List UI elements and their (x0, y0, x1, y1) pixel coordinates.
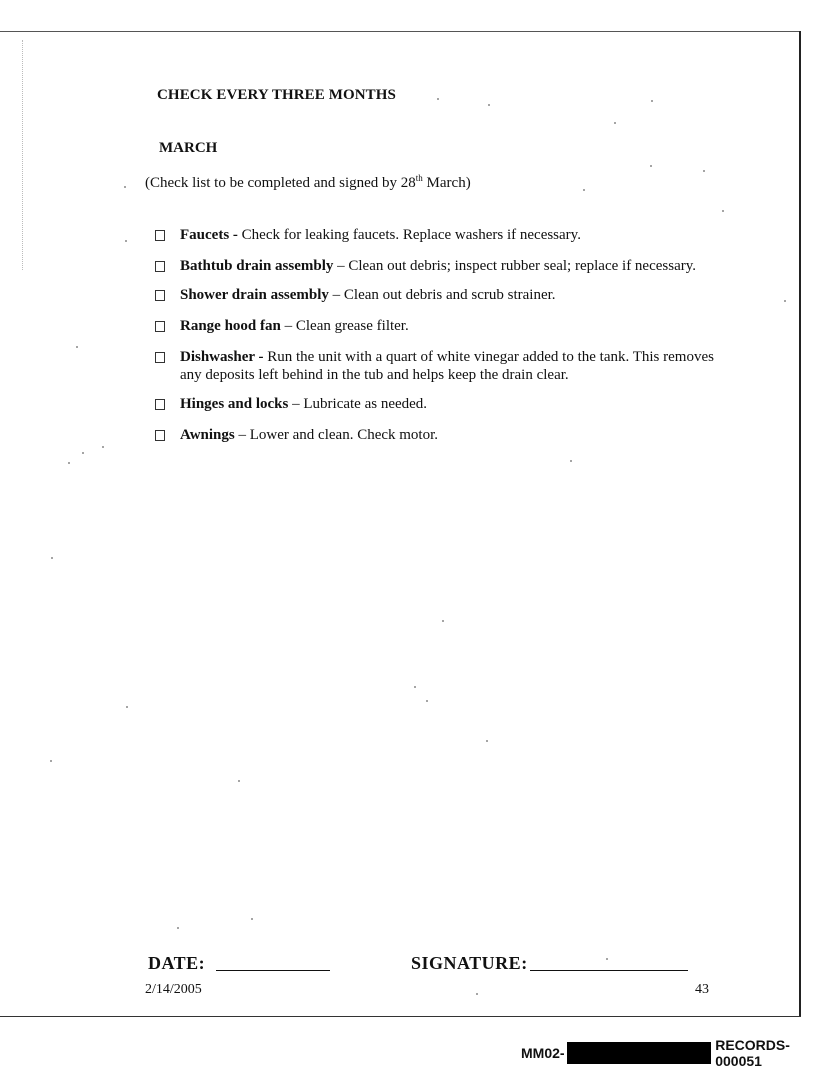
checklist-item-text (180, 226, 581, 244)
checklist-item-shower-drain (155, 286, 715, 304)
scan-speck (102, 446, 104, 448)
checklist-item-faucets (155, 226, 715, 244)
page-bottom-border (0, 1016, 801, 1017)
checklist-item-dishwasher (155, 348, 715, 384)
checkbox-icon[interactable] (155, 261, 165, 272)
scan-speck (51, 557, 53, 559)
item-description: – Clean out debris and scrub strainer. (328, 287, 556, 303)
checkbox-icon[interactable] (155, 399, 165, 410)
item-description: Run the unit with a quart of white vinegar added to the tank. This removes any deposits left behind in the tub and helps keep the drain clear. (180, 349, 714, 383)
scan-speck (177, 927, 179, 929)
checklist-item-range-hood (155, 317, 715, 335)
maintenance-checklist (155, 226, 715, 457)
instruction-text (145, 175, 471, 192)
scan-speck (426, 700, 428, 702)
checklist-item-awnings (155, 426, 715, 444)
date-field-line[interactable] (216, 970, 330, 971)
scan-speck (82, 452, 84, 454)
checkbox-icon[interactable] (155, 230, 165, 241)
scan-speck (784, 300, 786, 302)
checkbox-icon[interactable] (155, 430, 165, 441)
page-heading: CHECK EVERY THREE MONTHS (157, 87, 396, 103)
scan-speck (476, 993, 478, 995)
scan-speck (50, 760, 52, 762)
page-right-border (799, 31, 801, 1017)
item-title: Range hood fan (180, 318, 281, 334)
scan-speck (570, 460, 572, 462)
item-title: Bathtub drain assembly (180, 258, 334, 274)
signature-label: SIGNATURE: (411, 953, 528, 973)
scan-speck (124, 186, 126, 188)
item-description: – Lubricate as needed. (288, 396, 428, 412)
scan-speck (238, 780, 240, 782)
scan-speck (76, 346, 78, 348)
scan-speck (486, 740, 488, 742)
checklist-item-hinges-locks (155, 395, 715, 413)
checklist-item-text (180, 426, 438, 444)
scan-speck (583, 189, 585, 191)
item-title: Faucets - (180, 227, 238, 243)
signature-field-line[interactable] (530, 970, 688, 971)
item-description: – Lower and clean. Check motor. (234, 427, 439, 443)
scan-speck (126, 706, 128, 708)
page-top-border (0, 31, 800, 32)
scan-speck (414, 686, 416, 688)
revision-date: 2/14/2005 (145, 982, 202, 997)
checklist-item-text (180, 257, 696, 275)
checklist-item-text (180, 286, 556, 304)
item-title: Hinges and locks (180, 396, 289, 412)
month-title: MARCH (159, 140, 218, 156)
instruction-text-start: (Check list to be completed and signed by 28 (145, 175, 416, 191)
instruction-text-end: March) (422, 175, 471, 191)
checklist-item-text (180, 348, 715, 384)
bates-suffix: RECORDS-000051 (715, 1037, 790, 1069)
item-title: Awnings (180, 427, 235, 443)
checkbox-icon[interactable] (155, 290, 165, 301)
checkbox-icon[interactable] (155, 352, 165, 363)
checkbox-icon[interactable] (155, 321, 165, 332)
bates-prefix: MM02- (521, 1045, 565, 1061)
date-label: DATE: (148, 953, 206, 973)
checklist-item-text (180, 317, 409, 335)
checklist-item-bathtub-drain (155, 257, 715, 275)
item-description: Check for leaking faucets. Replace washers if necessary. (237, 227, 581, 243)
scan-speck (650, 165, 652, 167)
instruction-superscript: th (415, 173, 423, 183)
redaction-block (567, 1042, 712, 1064)
page-left-scan-edge (22, 40, 23, 270)
scan-speck (437, 98, 439, 100)
bates-stamp (521, 1037, 821, 1069)
scan-speck (614, 122, 616, 124)
item-title: Shower drain assembly (180, 287, 329, 303)
item-description: – Clean out debris; inspect rubber seal; replace if necessary. (333, 258, 697, 274)
scan-speck (722, 210, 724, 212)
scan-speck (703, 170, 705, 172)
scan-speck (68, 462, 70, 464)
scan-speck (606, 958, 608, 960)
scan-speck (488, 104, 490, 106)
scan-speck (651, 100, 653, 102)
item-description: – Clean grease filter. (280, 318, 409, 334)
scan-speck (251, 918, 253, 920)
item-title: Dishwasher - (180, 349, 264, 365)
checklist-item-text (180, 395, 427, 413)
page-number: 43 (695, 982, 709, 997)
scan-speck (125, 240, 127, 242)
scan-speck (442, 620, 444, 622)
